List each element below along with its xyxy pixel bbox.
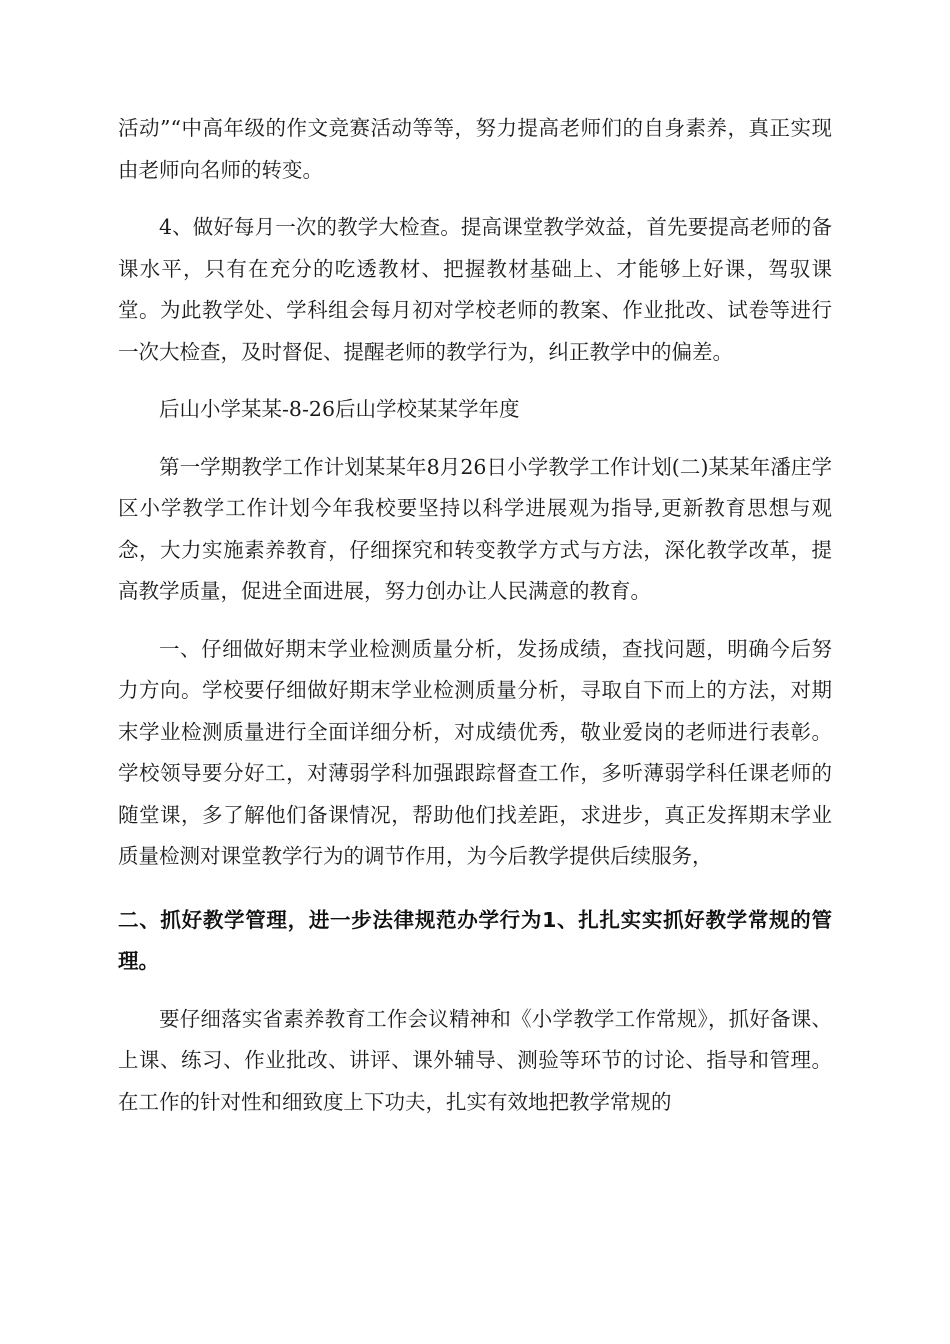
paragraph-school-signature: 后山小学某某-8-26后山学校某某学年度 xyxy=(159,397,520,421)
paragraph-quality-analysis: 一、仔细做好期末学业检测质量分析，发扬成绩，查找问题，明确今后努力方向。学校要仔细做好期末学业检测质量分析，寻取自下而上的方法，对期末学业检测质量进行全面详细分析，对成绩优秀，敬业爱岗的老师进行表彰。学校领导要分好工，对薄弱学科加强跟踪督查工作，多听薄弱学科任课老师的随堂课，多了解他们备课情况，帮助他们找差距，求进步，真正发挥期末学业质量检测对课堂教学行为的调节作用，为今后教学提供后续服务， xyxy=(118,636,832,868)
paragraph-continuation: 活动”“中高年级的作文竞赛活动等等，努力提高老师们的自身素养，真正实现由老师向名师的转变。 xyxy=(118,116,832,182)
paragraph-semester-plan: 第一学期教学工作计划某某年8月26日小学教学工作计划(二)某某年潘庄学区小学教学工作计划今年我校要坚持以科学进展观为指导,更新教育思想与观念，大力实施素养教育，仔细探究和转变教学方式与方法，深化教学改革，提高教学质量，促进全面进展，努力创办让人民满意的教育。 xyxy=(118,454,832,603)
section-heading-teaching-management: 二、抓好教学管理，进一步法律规范办学行为1、扎扎实实抓好教学常规的管理。 xyxy=(118,907,832,973)
paragraph-teaching-routines: 要仔细落实省素养教育工作会议精神和《小学教学工作常规》，抓好备课、上课、练习、作业批改、讲评、课外辅导、测验等环节的讨论、指导和管理。在工作的针对性和细致度上下功夫，扎实有效地把教学常规的 xyxy=(118,1006,832,1114)
paragraph-monthly-inspection: 4、做好每月一次的教学大检查。提高课堂教学效益，首先要提高老师的备课水平，只有在充分的吃透教材、把握教材基础上、才能够上好课，驾驭课堂。为此教学处、学科组会每月初对学校老师的教案、作业批改、试卷等进行一次大检查，及时督促、提醒老师的教学行为，纠正教学中的偏差。 xyxy=(118,215,832,364)
document-body xyxy=(118,108,832,1139)
